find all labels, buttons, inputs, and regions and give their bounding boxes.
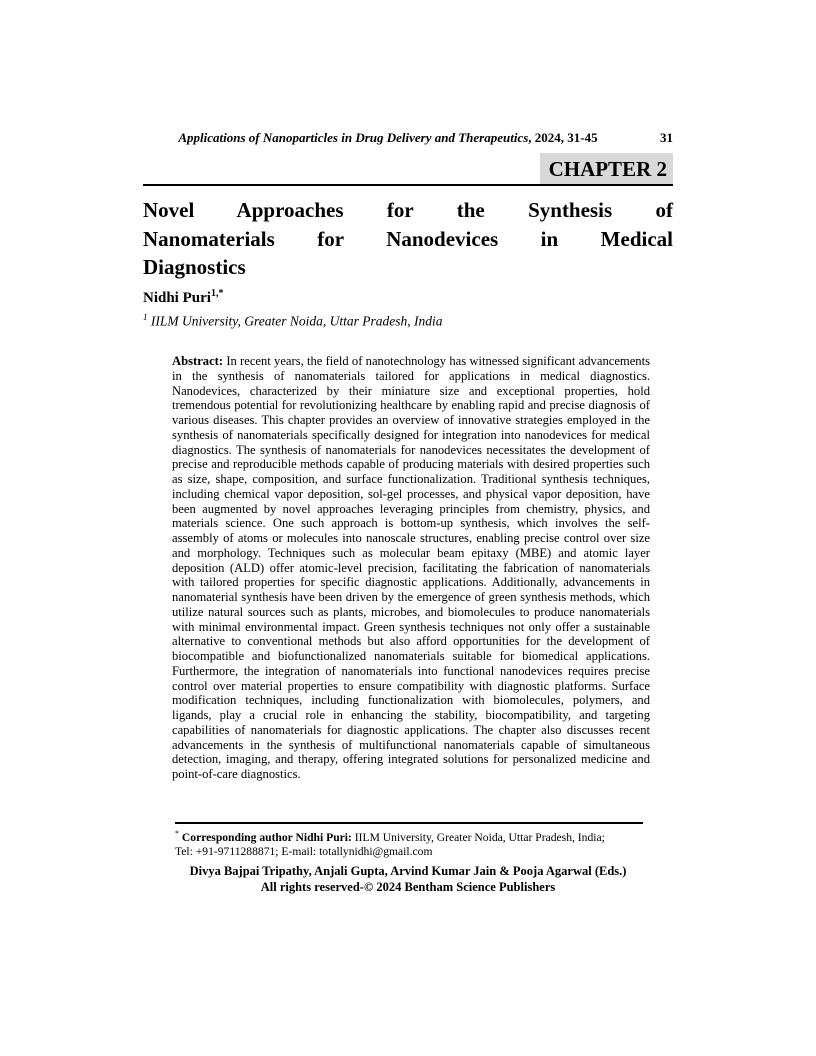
footnote-rule: [175, 822, 643, 824]
abstract-body: In recent years, the field of nanotechnology has witnessed significant advancements in the synthesis of nanomaterials tailored for applications in medical diagnostics. Nanodevices, characterized by their miniature size and exceptional properties, hold tremendous potential for revolutionizing healthcare by enabling rapid and precise diagnosis of various diseases. This chapter provides an overview of innovative strategies employed in the synthesis of nanomaterials specifically designed for integration into nanodevices for medical diagnostics. The synthesis of nanomaterials for nanodevices necessitates the development of precise and reproducible methods capable of producing materials with desired properties such as size, shape, composition, and surface functionalization. Traditional synthesis techniques, including chemical vapor deposition, sol-gel processes, and physical vapor deposition, have been augmented by novel approaches leveraging principles from chemistry, physics, and materials science. One such approach is bottom-up synthesis, which involves the self-assembly of atoms or molecules into nanoscale structures, enabling precise control over size and morphology. Techniques such as molecular beam epitaxy (MBE) and atomic layer deposition (ALD) offer atomic-level precision, facilitating the fabrication of nanomaterials with tailored properties for specific diagnostic applications. Additionally, advancements in nanomaterial synthesis have been driven by the emergence of green synthesis methods, which utilize natural sources such as plants, microbes, and biomolecules to produce nanomaterials with minimal environmental impact. Green synthesis techniques not only offer a sustainable alternative to conventional methods but also afford opportunities for the development of biocompatible and biofunctionalized nanomaterials suitable for biomedical applications. Furthermore, the integration of nanomaterials into functional nanodevices requires precise control over material properties to ensure compatibility with diagnostic platforms. Surface modification techniques, including functionalization with biomolecules, polymers, and ligands, play a crucial role in enhancing the stability, biocompatibility, and targeting capabilities of nanomaterials for diagnostic applications. The chapter also discusses recent advancements in the synthesis of multifunctional nanomaterials capable of simultaneous detection, imaging, and therapy, offering integrated solutions for personalized medicine and point-of-care diagnostics.: [172, 354, 651, 781]
page-number: 31: [660, 130, 673, 145]
affiliation-superscript: 1: [143, 312, 148, 322]
footnote-line2: Tel: +91-9711288871; E-mail: totallynidhi@gmail.com: [175, 845, 433, 859]
author-name: Nidhi Puri: [143, 290, 211, 306]
footer-editors: Divya Bajpai Tripathy, Anjali Gupta, Arvind Kumar Jain & Pooja Agarwal (Eds.): [189, 864, 627, 878]
chapter-title-line-2: Nanomaterials for Nanodevices in Medical: [143, 226, 673, 251]
running-title-suffix: , 2024, 31-45: [528, 130, 598, 145]
corresponding-author-footnote: [175, 827, 647, 860]
chapter-title-line-3: Diagnostics: [143, 255, 246, 279]
abstract: [172, 354, 650, 782]
page-footer: [143, 864, 673, 895]
chapter-title-line-1: Novel Approaches for the Synthesis of: [143, 198, 673, 222]
chapter-title: [143, 196, 673, 282]
running-header: [143, 130, 673, 146]
footnote-bold-text: Corresponding author Nidhi Puri:: [181, 830, 352, 844]
author-superscript: 1,*: [210, 288, 224, 299]
footnote-line1-rest: IILM University, Greater Noida, Uttar Pradesh, India;: [354, 830, 605, 844]
running-title: [143, 130, 633, 146]
abstract-label: Abstract:: [172, 354, 224, 368]
running-title-italic: Applications of Nanoparticles in Drug Delivery and Therapeutics: [178, 130, 529, 145]
affiliation-text: IILM University, Greater Noida, Uttar Pradesh, India: [150, 313, 443, 329]
chapter-label: CHAPTER 2: [540, 153, 673, 184]
footnote-marker: *: [175, 829, 179, 838]
author-line: [143, 288, 673, 307]
chapter-banner-row: [143, 153, 673, 186]
affiliation-line: [143, 312, 673, 330]
footer-rights: All rights reserved-© 2024 Bentham Science Publishers: [260, 879, 556, 894]
